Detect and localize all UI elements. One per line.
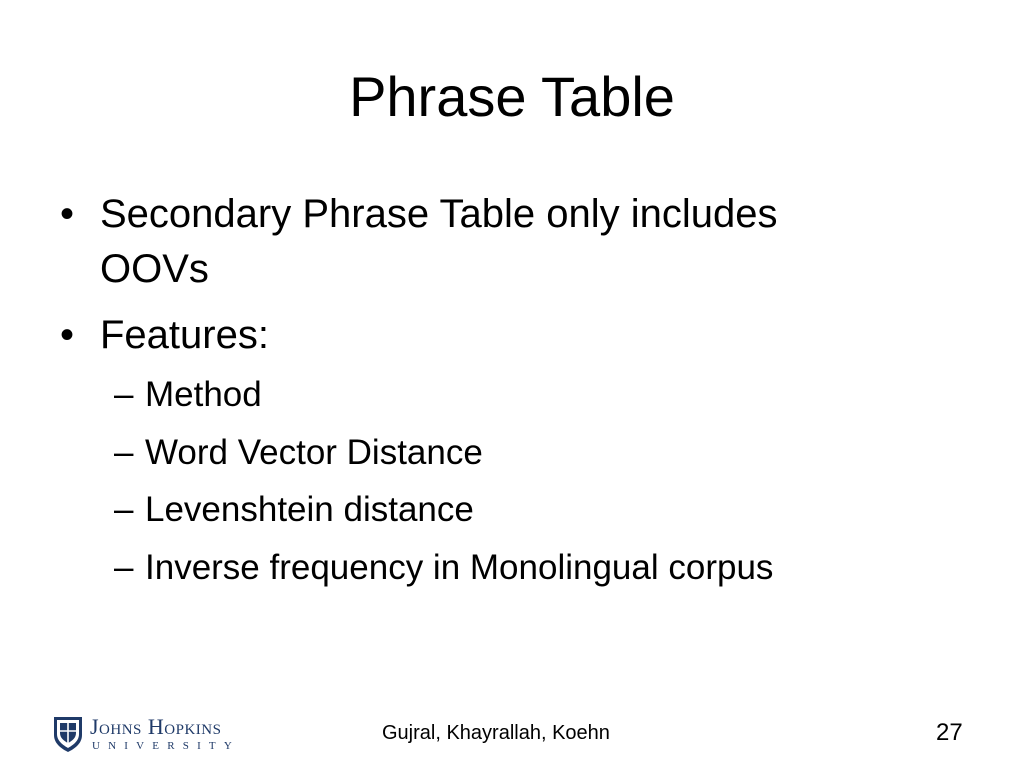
page-number: 27 bbox=[936, 719, 963, 746]
slide-title: Phrase Table bbox=[349, 65, 675, 128]
sub-bullet-text: Inverse frequency in Monolingual corpus bbox=[145, 548, 774, 587]
sub-bullet-marker: – bbox=[114, 548, 134, 587]
sub-bullet-text: Word Vector Distance bbox=[145, 433, 483, 472]
sub-bullet-text: Levenshtein distance bbox=[145, 490, 474, 529]
sub-bullet-text: Method bbox=[145, 375, 262, 414]
bullet-text-line: Features: bbox=[100, 313, 269, 357]
bullet-marker: • bbox=[60, 192, 75, 236]
bullet-text-line: OOVs bbox=[100, 247, 209, 291]
bullet-text-line: Secondary Phrase Table only includes bbox=[100, 192, 778, 236]
jhu-logo bbox=[52, 714, 252, 754]
logo-subtitle: UNIVERSITY bbox=[92, 740, 240, 752]
sub-bullet-marker: – bbox=[114, 375, 134, 414]
logo-name: Johns Hopkins bbox=[90, 714, 222, 739]
sub-bullet-marker: – bbox=[114, 490, 134, 529]
sub-bullet-marker: – bbox=[114, 433, 134, 472]
footer-authors: Gujral, Khayrallah, Koehn bbox=[382, 722, 610, 744]
bullet-marker: • bbox=[60, 313, 75, 357]
shield-icon bbox=[52, 715, 84, 753]
